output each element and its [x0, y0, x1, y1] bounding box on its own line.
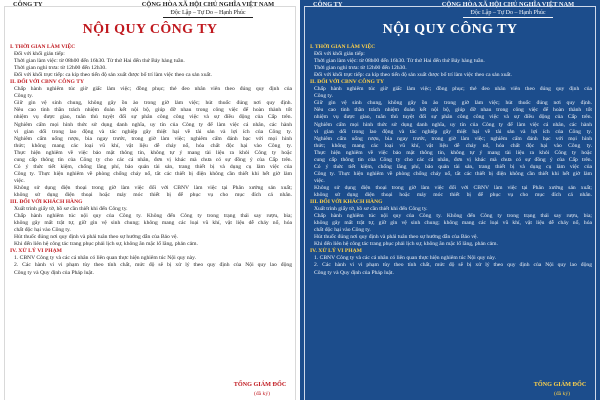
body-line: Xuất trình giấy tờ, hồ sơ cần thiết khi đến Công ty.	[314, 206, 428, 213]
body-line: thức; không mang các loại vũ khí, vật liệu dễ cháy nổ, hóa chất độc hại vào Công ty.	[314, 142, 592, 149]
body-line: Nghiêm cấm mọi hình thức sử dụng danh nghĩa, uy tín của Công ty để làm việc cá nhân, các hành	[314, 121, 592, 128]
body-line: Công ty và Quy định của Pháp luật.	[14, 269, 94, 276]
body-line: Giữ gìn vệ sinh chung, không gây ồn ào trong giờ làm việc; hút thuốc đúng nơi quy định.	[14, 100, 292, 107]
body-line: Đối với khối trực tiếp: ca kíp theo tiến độ sản xuất được bố trí làm việc theo ca sản xuất.	[314, 72, 512, 79]
document-header	[309, 1, 591, 23]
nation-title: CỘNG HÒA XÃ HỘI CHỦ NGHĨA VIỆT NAM	[441, 1, 575, 8]
body-line: không gây mất trật tự, giữ gìn vệ sinh chung; không mang các loại vũ khí, vật liệu dễ cháy nổ, hóa	[314, 220, 592, 227]
company-label: CÔNG TY	[313, 1, 343, 8]
company-label: CÔNG TY	[13, 1, 43, 8]
motto-underline	[163, 17, 253, 18]
body-line: Có ý thức tiết kiệm, chống lãng phí, bảo quản tài sản, trang thiết bị và dụng cụ làm việc của	[314, 163, 592, 170]
national-motto: Độc Lập – Tự Do – Hạnh Phúc	[470, 10, 546, 16]
body-line: Công ty và Quy định của Pháp luật.	[314, 269, 394, 276]
document-body	[10, 44, 292, 277]
body-line: 2. Các hành vi vi phạm tùy theo tính chất, mức độ sẽ bị xử lý theo quy định của Nội quy lao động	[314, 262, 592, 269]
body-line: Không sử dụng điện thoại trong giờ làm việc đối với CBNV làm việc tại Phân xưởng sản xuất;	[14, 184, 292, 191]
body-line: Chấp hành nghiêm túc giờ giấc làm việc; đồng phục; thẻ đeo nhân viên theo đúng quy định của	[14, 86, 292, 93]
body-line: Khi đến liên hệ công tác trang phục phải lịch sự, không ăn mặc lố lăng, phản cảm.	[14, 241, 198, 248]
document-title: NỘI QUY CÔNG TY	[82, 22, 218, 37]
body-line: Có ý thức tiết kiệm, chống lãng phí, bảo quản tài sản, trang thiết bị và dụng cụ làm việc của	[14, 163, 292, 170]
body-line: Thực hiện nghiêm về việc bảo mật thông tin, không tự ý mang tài liệu ra khỏi Công ty hoặc	[314, 149, 592, 156]
section-heading-staff: II. ĐỐI VỚI CBNV CÔNG TY	[310, 79, 384, 86]
body-line: Thời gian làm việc: từ 08h00 đến 16h30. Từ thứ Hai đến thứ Bảy hàng tuần.	[14, 58, 185, 65]
body-line: cung cấp thông tin của Công ty cho các cá nhân, đơn vị khác mà chưa có sự đồng ý của Cấp trên.	[314, 156, 592, 163]
motto-underline	[463, 17, 553, 18]
body-line: không gây mất trật tự, giữ gìn vệ sinh chung; không mang các loại vũ khí, vật liệu dễ cháy nổ, hóa	[14, 220, 292, 227]
body-line: 1. CBNV Công ty và các cá nhân có liên quan thực hiện nghiêm túc Nội quy này.	[314, 255, 496, 262]
section-heading-staff: II. ĐỐI VỚI CBNV CÔNG TY	[10, 79, 84, 86]
section-heading-violations: IV. XỬ LÝ VI PHẠM	[310, 248, 362, 255]
section-heading-working-time: I. THỜI GIAN LÀM VIỆC	[310, 44, 376, 50]
section-heading-customers: III. ĐỐI VỚI KHÁCH HÀNG	[10, 199, 83, 206]
section-heading-working-time: I. THỜI GIAN LÀM VIỆC	[10, 44, 76, 50]
body-line: vi gian dối trong lao động và tác nghiệp gây thiệt hại về tài sản và lợi ích của Công ty.	[314, 128, 592, 135]
body-line: Xuất trình giấy tờ, hồ sơ cần thiết khi đến Công ty.	[14, 206, 128, 213]
body-line: Thời gian nghỉ trưa: từ 12h00 đến 12h30.	[314, 65, 407, 72]
nation-title: CỘNG HÒA XÃ HỘI CHỦ NGHĨA VIỆT NAM	[141, 1, 275, 8]
body-line: Hút thuốc đúng nơi quy định và phải tuân theo sự hướng dẫn của Bảo vệ.	[314, 234, 478, 241]
body-line: Công ty. Thực hiện nghiêm về phòng chống cháy nổ, tắt các thiết bị điện không cần thiết khi hết giờ làm	[14, 170, 292, 177]
body-line: Chấp hành nghiêm túc nội quy của Công ty. Không đến Công ty trong trạng thái say rượu, bia;	[314, 213, 592, 220]
body-line: Công ty.	[14, 93, 33, 100]
body-line: thức; không mang các loại vũ khí, vật liệu dễ cháy nổ, hóa chất độc hại vào Công ty.	[14, 142, 292, 149]
body-line: nhiệm vụ được giao, tuân thủ tuyệt đối sự phân công công việc và sự điều động của Cấp trên.	[14, 114, 292, 121]
national-motto: Độc Lập – Tự Do – Hạnh Phúc	[170, 10, 246, 16]
section-heading-violations: IV. XỬ LÝ VI PHẠM	[10, 248, 62, 255]
body-line: chất độc hại vào Công ty.	[314, 227, 371, 234]
body-line: Nêu cao tinh thần trách nhiệm đoàn kết nội bộ, giúp đỡ nhau trong công việc để hoàn thành tốt	[314, 107, 592, 114]
body-line: việc.	[314, 177, 325, 184]
body-line: Đối với khối gián tiếp:	[14, 51, 65, 58]
body-line: Thời gian nghỉ trưa: từ 12h00 đến 12h30.	[14, 65, 107, 72]
signature-title: TỔNG GIÁM ĐỐC	[533, 381, 587, 388]
body-line: 1. CBNV Công ty và các cá nhân có liên quan thực hiện nghiêm túc Nội quy này.	[14, 255, 196, 262]
body-line: vi gian dối trong lao động và tác nghiệp gây thiệt hại về tài sản và lợi ích của Công ty.	[14, 128, 292, 135]
body-line: Không sử dụng điện thoại trong giờ làm việc đối với CBNV làm việc tại Phân xưởng sản xuất;	[314, 184, 592, 191]
body-line: Công ty.	[314, 93, 333, 100]
body-line: Thời gian làm việc: từ 08h00 đến 16h30. Từ thứ Hai đến thứ Bảy hàng tuần.	[314, 58, 485, 65]
body-line: không sử dụng điện thoại hoặc máy móc thiết bị để phục vụ cho mục đích cá nhân.	[14, 191, 292, 198]
document-body	[310, 44, 592, 277]
body-line: nhiệm vụ được giao, tuân thủ tuyệt đối sự phân công công việc và sự điều động của Cấp trên.	[314, 114, 592, 121]
body-line: 2. Các hành vi vi phạm tùy theo tính chất, mức độ sẽ bị xử lý theo quy định của Nội quy lao động	[14, 262, 292, 269]
signature-title: TỔNG GIÁM ĐỐC	[233, 381, 287, 388]
body-line: Nêu cao tinh thần trách nhiệm đoàn kết nội bộ, giúp đỡ nhau trong công việc để hoàn thành tốt	[14, 107, 292, 114]
signature-note: (đã ký)	[254, 391, 270, 397]
body-line: Khi đến liên hệ công tác trang phục phải lịch sự, không ăn mặc lố lăng, phản cảm.	[314, 241, 498, 248]
document-title: NỘI QUY CÔNG TY	[382, 22, 518, 37]
regulation-document-blue	[300, 0, 600, 400]
body-line: việc.	[14, 177, 25, 184]
body-line: chất độc hại vào Công ty.	[14, 227, 71, 234]
body-line: Hút thuốc đúng nơi quy định và phải tuân theo sự hướng dẫn của Bảo vệ.	[14, 234, 178, 241]
body-line: Thực hiện nghiêm về việc bảo mật thông tin, không tự ý mang tài liệu ra khỏi Công ty hoặc	[14, 149, 292, 156]
signature-note: (đã ký)	[554, 391, 570, 397]
body-line: Nghiêm cấm uống rượu, bia ngay trước, trong giờ làm việc; nghiêm cấm đánh bạc với mọi hình	[314, 135, 592, 142]
body-line: Giữ gìn vệ sinh chung, không gây ồn ào trong giờ làm việc; hút thuốc đúng nơi quy định.	[314, 100, 592, 107]
body-line: Chấp hành nghiêm túc giờ giấc làm việc; đồng phục; thẻ đeo nhân viên theo đúng quy định của	[314, 86, 592, 93]
body-line: Đối với khối trực tiếp: ca kíp theo tiến độ sản xuất được bố trí làm việc theo ca sản xuất.	[14, 72, 212, 79]
body-line: Công ty. Thực hiện nghiêm về phòng chống cháy nổ, tắt các thiết bị điện không cần thiết khi hết giờ làm	[314, 170, 592, 177]
body-line: Đối với khối gián tiếp:	[314, 51, 365, 58]
body-line: cung cấp thông tin của Công ty cho các cá nhân, đơn vị khác mà chưa có sự đồng ý của Cấp trên.	[14, 156, 292, 163]
body-line: Nghiêm cấm uống rượu, bia ngay trước, trong giờ làm việc; nghiêm cấm đánh bạc với mọi hình	[14, 135, 292, 142]
section-heading-customers: III. ĐỐI VỚI KHÁCH HÀNG	[310, 199, 383, 206]
body-line: Nghiêm cấm mọi hình thức sử dụng danh nghĩa, uy tín của Công ty để làm việc cá nhân, các hành	[14, 121, 292, 128]
body-line: Chấp hành nghiêm túc nội quy của Công ty. Không đến Công ty trong trạng thái say rượu, bia;	[14, 213, 292, 220]
document-header	[9, 1, 291, 23]
body-line: không sử dụng điện thoại hoặc máy móc thiết bị để phục vụ cho mục đích cá nhân.	[314, 191, 592, 198]
